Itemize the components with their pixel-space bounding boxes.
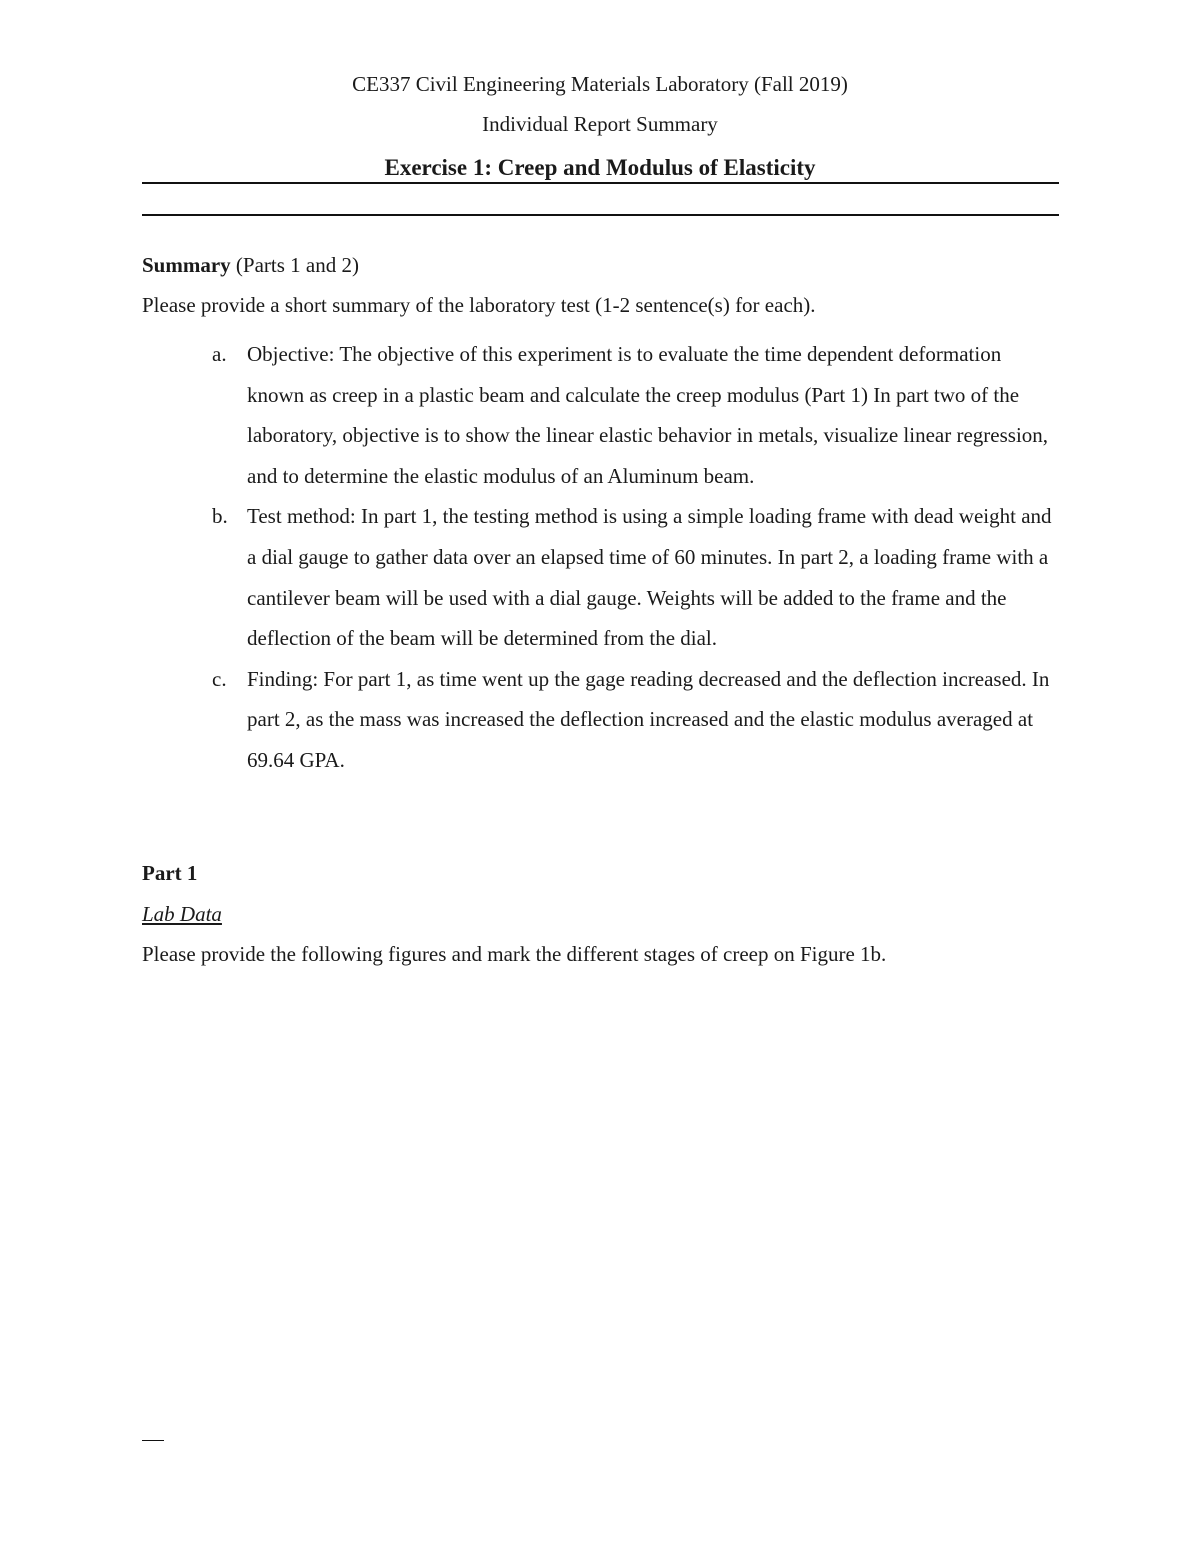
- footnote-separator: [142, 1440, 164, 1441]
- part1-heading: Part 1: [142, 861, 198, 885]
- summary-heading: [142, 253, 359, 278]
- lab-data-subheading: Lab Data: [142, 902, 222, 926]
- summary-heading-label: Summary: [142, 253, 231, 277]
- summary-item-text: Finding: For part 1, as time went up the gage reading decreased and the deflection increased. In part 2, as the mass was increased the deflection increased and the elastic modulus averaged at 69.64 GPA.: [247, 666, 1050, 772]
- summary-intro: Please provide a short summary of the laboratory test (1-2 sentence(s) for each).: [142, 293, 816, 317]
- report-type: Individual Report Summary: [482, 112, 718, 136]
- figure-instruction: Please provide the following figures and mark the different stages of creep on Figure 1b.: [142, 942, 887, 966]
- course-title: CE337 Civil Engineering Materials Laboratory (Fall 2019): [352, 72, 848, 96]
- summary-list: [142, 334, 1062, 781]
- list-marker: c.: [212, 666, 227, 691]
- summary-item-objective: [142, 334, 1062, 496]
- summary-item-test-method: [142, 496, 1062, 658]
- summary-item-finding: [142, 659, 1062, 781]
- title-underline-rule: [142, 182, 1059, 184]
- list-marker: b.: [212, 504, 228, 529]
- summary-item-text: Test method: In part 1, the testing method is using a simple loading frame with dead weight and a dial gauge to gather data over an elapsed time of 60 minutes. In part 2, a loading frame with a cantilever beam will be used with a dial gauge. Weights will be added to the frame and the deflection of the beam will be determined from the dial.: [247, 504, 1052, 651]
- summary-heading-note: (Parts 1 and 2): [235, 253, 359, 277]
- exercise-title: Exercise 1: Creep and Modulus of Elasticity: [384, 155, 816, 180]
- list-marker: a.: [212, 342, 227, 366]
- summary-item-text: Objective: The objective of this experiment is to evaluate the time dependent deformation known as creep in a plastic beam and calculate the creep modulus (Part 1) In part two of the laboratory, objective is to show the linear elastic behavior in metals, visualize linear regression, and to determine the elastic modulus of an Aluminum beam.: [247, 342, 1049, 488]
- section-divider-rule: [142, 214, 1059, 216]
